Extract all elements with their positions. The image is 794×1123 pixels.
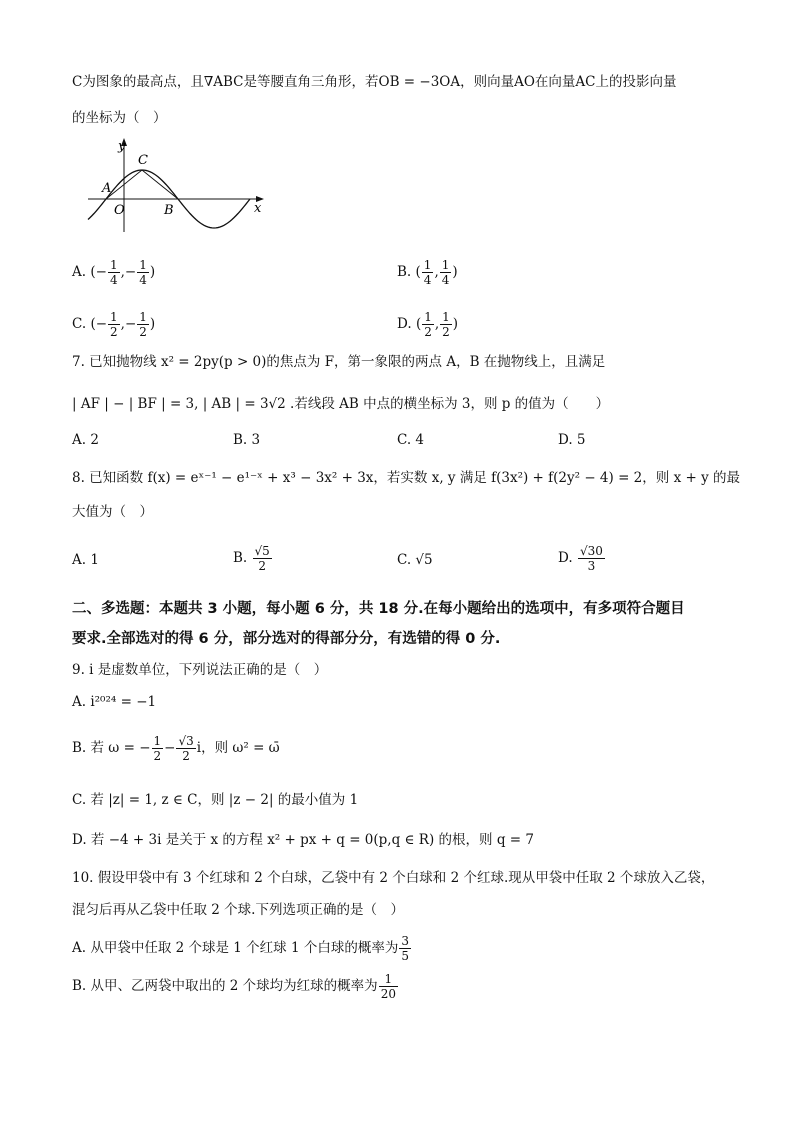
q7-stem-line1: 7. 已知抛物线 x² = 2py(p > 0)的焦点为 F，第一象限的两点 A，B 在抛物线上，且满足 (72, 354, 606, 370)
graph-label-c: C (138, 153, 148, 168)
q8-option-a: A. 1 (72, 552, 99, 568)
q9-option-d: D. 若 −4 + 3i 是关于 x 的方程 x² + px + q = 0(p,q ∈ R) 的根，则 q = 7 (72, 832, 534, 848)
q6-option-d: D. ( $\frac{1}{2}$ , $\frac{1}{2}$ ) (397, 310, 459, 339)
q9-stem: 9. i 是虚数单位，下列说法正确的是（ ） (72, 662, 328, 678)
q7-stem-line2: | AF | − | BF | = 3, | AB | = 3√2 .若线段 AB 中点的横坐标为 3，则 p 的值为（ ） (72, 396, 610, 412)
q8-stem-line2: 大值为（ ） (72, 504, 153, 520)
q8-option-c: C. √5 (397, 552, 433, 568)
q8-stem-line1: 8. 已知函数 f(x) = eˣ⁻¹ − e¹⁻ˣ + x³ − 3x² + 3x，若实数 x, y 满足 f(3x²) + f(2y² − 4) = 2，则 x + y 的最 (72, 470, 740, 486)
graph-label-a: A (102, 181, 112, 196)
q6-stem-line2: 的坐标为（ ） (72, 110, 167, 126)
q9-option-b: B. 若 ω = − $\frac{1}{2}$ − $\frac{√3}{2}$ i，则 ω² = ω̄ (72, 734, 280, 763)
q8-option-b: B. $\frac{√5}{2}$ (233, 544, 270, 573)
q7-option-c: C. 4 (397, 432, 425, 448)
q7-option-d: D. 5 (558, 432, 586, 448)
q6-option-a: A. (− $\frac{1}{4}$ ,− $\frac{1}{4}$ ) (72, 258, 156, 287)
q6-stem-line1: C为图象的最高点，且∇ABC是等腰直角三角形，若OB = −3OA，则向量AO在向量AC上的投影向量 (72, 74, 677, 90)
q6-option-b: B. ( $\frac{1}{4}$ , $\frac{1}{4}$ ) (397, 258, 458, 287)
graph-label-b: B (164, 203, 174, 218)
section-2-heading-line1: 二、多选题：本题共 3 小题，每小题 6 分，共 18 分.在每小题给出的选项中，有多项符合题目 (72, 601, 685, 617)
q8-option-d: D. $\frac{√30}{3}$ (558, 544, 603, 573)
q9-option-c: C. 若 |z| = 1, z ∈ C，则 |z − 2| 的最小值为 1 (72, 792, 359, 808)
graph-label-o: O (114, 203, 125, 218)
sine-graph (84, 134, 268, 234)
q9-option-a: A. i²⁰²⁴ = −1 (72, 694, 157, 710)
q10-option-b: B. 从甲、乙两袋中取出的 2 个球均为红球的概率为 $\frac{1}{20}$ (72, 972, 396, 1001)
q7-option-b: B. 3 (233, 432, 261, 448)
q7-option-a: A. 2 (72, 432, 99, 448)
graph-label-y: y (118, 139, 126, 154)
graph-label-x: x (254, 201, 262, 216)
q10-stem-line1: 10. 假设甲袋中有 3 个红球和 2 个白球，乙袋中有 2 个白球和 2 个红球.现从甲袋中任取 2 个球放入乙袋， (72, 870, 715, 886)
q10-stem-line2: 混匀后再从乙袋中任取 2 个球.下列选项正确的是（ ） (72, 902, 404, 918)
section-2-heading-line2: 要求.全部选对的得 6 分，部分选对的得部分分，有选错的得 0 分. (72, 631, 501, 647)
q10-option-a: A. 从甲袋中任取 2 个球是 1 个红球 1 个白球的概率为 $\frac{3}{5}$ (72, 934, 409, 963)
q6-option-c: C. (− $\frac{1}{2}$ ,− $\frac{1}{2}$ ) (72, 310, 156, 339)
